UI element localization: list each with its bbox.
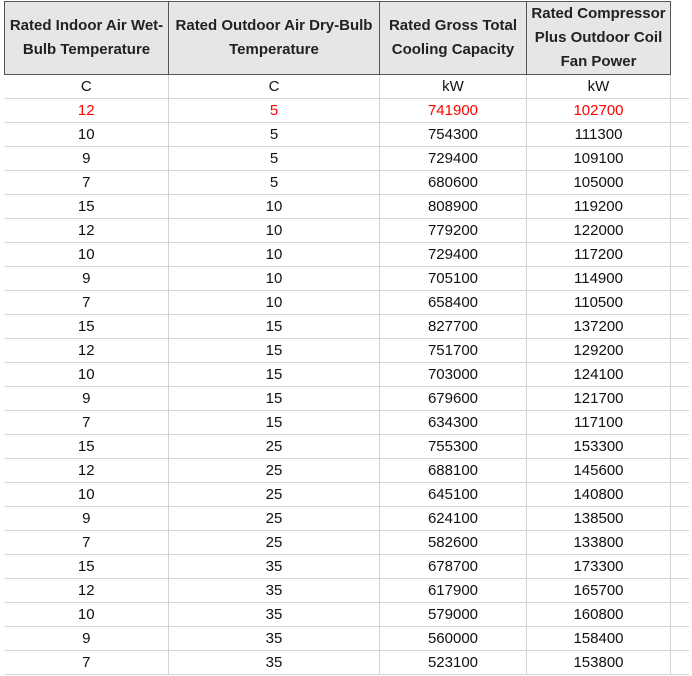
empty-cell[interactable] — [671, 195, 689, 219]
table-row — [5, 555, 689, 579]
table-cell[interactable]: 10 — [169, 291, 380, 315]
table-cell[interactable]: 124100 — [527, 363, 671, 387]
empty-cell[interactable] — [671, 651, 689, 675]
table-cell[interactable]: 7 — [5, 171, 169, 195]
table-cell[interactable]: 121700 — [527, 387, 671, 411]
table-cell[interactable]: 15 — [169, 363, 380, 387]
table-cell[interactable]: 5 — [169, 99, 380, 123]
table-cell[interactable]: 678700 — [380, 555, 527, 579]
table-cell[interactable]: 751700 — [380, 339, 527, 363]
table-cell[interactable]: 729400 — [380, 147, 527, 171]
table-cell[interactable]: 7 — [5, 531, 169, 555]
table-cell[interactable]: 680600 — [380, 171, 527, 195]
table-cell[interactable]: 102700 — [527, 99, 671, 123]
table-cell[interactable]: 5 — [169, 147, 380, 171]
table-cell[interactable]: 10 — [169, 267, 380, 291]
table-cell[interactable]: 827700 — [380, 315, 527, 339]
table-row — [5, 99, 689, 123]
table-cell[interactable]: 25 — [169, 507, 380, 531]
table-cell[interactable]: 10 — [169, 219, 380, 243]
empty-cell[interactable] — [671, 531, 689, 555]
table-cell[interactable]: 15 — [169, 315, 380, 339]
table-cell[interactable]: 111300 — [527, 123, 671, 147]
table-cell[interactable]: 10 — [5, 243, 169, 267]
table-cell[interactable]: 10 — [169, 195, 380, 219]
empty-cell[interactable] — [671, 483, 689, 507]
table-cell[interactable]: 15 — [169, 387, 380, 411]
table-cell[interactable]: 110500 — [527, 291, 671, 315]
table-cell[interactable]: 119200 — [527, 195, 671, 219]
table-row — [5, 435, 689, 459]
table-row — [5, 291, 689, 315]
table-cell[interactable]: 15 — [5, 195, 169, 219]
table-cell[interactable]: 35 — [169, 627, 380, 651]
table-row — [5, 315, 689, 339]
table-cell[interactable]: 129200 — [527, 339, 671, 363]
table-cell[interactable]: 9 — [5, 507, 169, 531]
table-cell[interactable]: 173300 — [527, 555, 671, 579]
table-cell[interactable]: 35 — [169, 579, 380, 603]
table-cell[interactable]: 523100 — [380, 651, 527, 675]
table-cell[interactable]: 109100 — [527, 147, 671, 171]
table-cell[interactable]: 754300 — [380, 123, 527, 147]
table-cell[interactable]: 688100 — [380, 459, 527, 483]
table-cell[interactable]: 12 — [5, 339, 169, 363]
table-cell[interactable]: 10 — [5, 363, 169, 387]
empty-cell[interactable] — [671, 315, 689, 339]
unit-cell[interactable]: C — [5, 75, 169, 99]
table-cell[interactable]: 9 — [5, 147, 169, 171]
table-cell[interactable]: 138500 — [527, 507, 671, 531]
table-cell[interactable]: 7 — [5, 291, 169, 315]
header-cell-outdoor-dry-bulb[interactable]: Rated Outdoor Air Dry-Bulb Temperature — [169, 2, 380, 75]
table-cell[interactable]: 658400 — [380, 291, 527, 315]
empty-cell[interactable] — [671, 267, 689, 291]
table-cell[interactable]: 105000 — [527, 171, 671, 195]
table-cell[interactable]: 560000 — [380, 627, 527, 651]
empty-cell[interactable] — [671, 147, 689, 171]
table-cell[interactable]: 7 — [5, 651, 169, 675]
table-cell[interactable]: 9 — [5, 387, 169, 411]
table-cell[interactable]: 5 — [169, 171, 380, 195]
table-cell[interactable]: 617900 — [380, 579, 527, 603]
table-cell[interactable]: 582600 — [380, 531, 527, 555]
table-cell[interactable]: 12 — [5, 219, 169, 243]
table-row — [5, 579, 689, 603]
empty-cell[interactable] — [671, 219, 689, 243]
table-cell[interactable]: 153800 — [527, 651, 671, 675]
empty-cell[interactable] — [671, 243, 689, 267]
table-cell[interactable]: 145600 — [527, 459, 671, 483]
header-cell-cooling-capacity[interactable]: Rated Gross Total Cooling Capacity — [380, 2, 527, 75]
empty-cell[interactable] — [671, 75, 689, 99]
table-row — [5, 219, 689, 243]
table-cell[interactable]: 779200 — [380, 219, 527, 243]
table-row — [5, 339, 689, 363]
table-cell[interactable]: 12 — [5, 99, 169, 123]
table-cell[interactable]: 10 — [5, 603, 169, 627]
table-cell[interactable]: 114900 — [527, 267, 671, 291]
table-cell[interactable]: 140800 — [527, 483, 671, 507]
table-cell[interactable]: 808900 — [380, 195, 527, 219]
unit-cell[interactable]: kW — [527, 75, 671, 99]
table-row — [5, 483, 689, 507]
table-cell[interactable]: 15 — [5, 555, 169, 579]
table-cell[interactable]: 729400 — [380, 243, 527, 267]
table-row — [5, 267, 689, 291]
empty-cell[interactable] — [671, 291, 689, 315]
header-cell-compressor-power[interactable]: Rated Compressor Plus Outdoor Coil Fan Power — [527, 2, 671, 75]
table-cell[interactable]: 35 — [169, 603, 380, 627]
table-cell[interactable]: 117100 — [527, 411, 671, 435]
table-cell[interactable]: 10 — [5, 123, 169, 147]
empty-cell[interactable] — [671, 459, 689, 483]
table-row — [5, 363, 689, 387]
table-cell[interactable]: 137200 — [527, 315, 671, 339]
table-cell[interactable]: 25 — [169, 435, 380, 459]
table-row — [5, 123, 689, 147]
table-cell[interactable]: 165700 — [527, 579, 671, 603]
table-cell[interactable]: 5 — [169, 123, 380, 147]
spreadsheet-table — [4, 1, 689, 675]
units-row — [5, 75, 689, 99]
table-cell[interactable]: 679600 — [380, 387, 527, 411]
table-cell[interactable]: 645100 — [380, 483, 527, 507]
table-row — [5, 531, 689, 555]
unit-cell[interactable]: C — [169, 75, 380, 99]
table-cell[interactable]: 705100 — [380, 267, 527, 291]
table-row — [5, 411, 689, 435]
empty-cell[interactable] — [671, 603, 689, 627]
empty-cell[interactable] — [671, 579, 689, 603]
table-cell[interactable]: 25 — [169, 483, 380, 507]
empty-cell[interactable] — [671, 555, 689, 579]
table-cell[interactable]: 25 — [169, 531, 380, 555]
table-row — [5, 603, 689, 627]
table-row — [5, 627, 689, 651]
table-cell[interactable]: 755300 — [380, 435, 527, 459]
table-cell[interactable]: 160800 — [527, 603, 671, 627]
empty-cell[interactable] — [671, 411, 689, 435]
unit-cell[interactable]: kW — [380, 75, 527, 99]
table-cell[interactable]: 624100 — [380, 507, 527, 531]
table-cell[interactable]: 15 — [169, 339, 380, 363]
table-cell[interactable]: 25 — [169, 459, 380, 483]
table-cell[interactable]: 10 — [5, 483, 169, 507]
table-row — [5, 195, 689, 219]
table-row — [5, 243, 689, 267]
empty-header-cell[interactable] — [671, 2, 689, 75]
table-cell[interactable]: 12 — [5, 579, 169, 603]
table-row — [5, 507, 689, 531]
table-cell[interactable]: 10 — [169, 243, 380, 267]
empty-cell[interactable] — [671, 339, 689, 363]
table-cell[interactable]: 12 — [5, 459, 169, 483]
table-cell[interactable]: 15 — [169, 411, 380, 435]
table-cell[interactable]: 117200 — [527, 243, 671, 267]
table-cell[interactable]: 703000 — [380, 363, 527, 387]
table-row — [5, 171, 689, 195]
empty-cell[interactable] — [671, 627, 689, 651]
empty-cell[interactable] — [671, 123, 689, 147]
table-cell[interactable]: 133800 — [527, 531, 671, 555]
table-cell[interactable]: 15 — [5, 315, 169, 339]
header-row — [5, 2, 689, 75]
empty-cell[interactable] — [671, 363, 689, 387]
table-row — [5, 459, 689, 483]
table-row — [5, 387, 689, 411]
header-cell-indoor-wet-bulb[interactable]: Rated Indoor Air Wet-Bulb Temperature — [5, 2, 169, 75]
table-cell[interactable]: 7 — [5, 411, 169, 435]
table-cell[interactable]: 35 — [169, 555, 380, 579]
table-cell[interactable]: 122000 — [527, 219, 671, 243]
empty-cell[interactable] — [671, 435, 689, 459]
table-cell[interactable]: 153300 — [527, 435, 671, 459]
empty-cell[interactable] — [671, 99, 689, 123]
empty-cell[interactable] — [671, 507, 689, 531]
table-cell[interactable]: 9 — [5, 267, 169, 291]
table-cell[interactable]: 9 — [5, 627, 169, 651]
table-cell[interactable]: 579000 — [380, 603, 527, 627]
empty-cell[interactable] — [671, 387, 689, 411]
table-cell[interactable]: 35 — [169, 651, 380, 675]
table-cell[interactable]: 158400 — [527, 627, 671, 651]
table-row — [5, 147, 689, 171]
table-cell[interactable]: 634300 — [380, 411, 527, 435]
table-cell[interactable]: 741900 — [380, 99, 527, 123]
table-cell[interactable]: 15 — [5, 435, 169, 459]
table-row — [5, 651, 689, 675]
empty-cell[interactable] — [671, 171, 689, 195]
table-body — [5, 75, 689, 675]
